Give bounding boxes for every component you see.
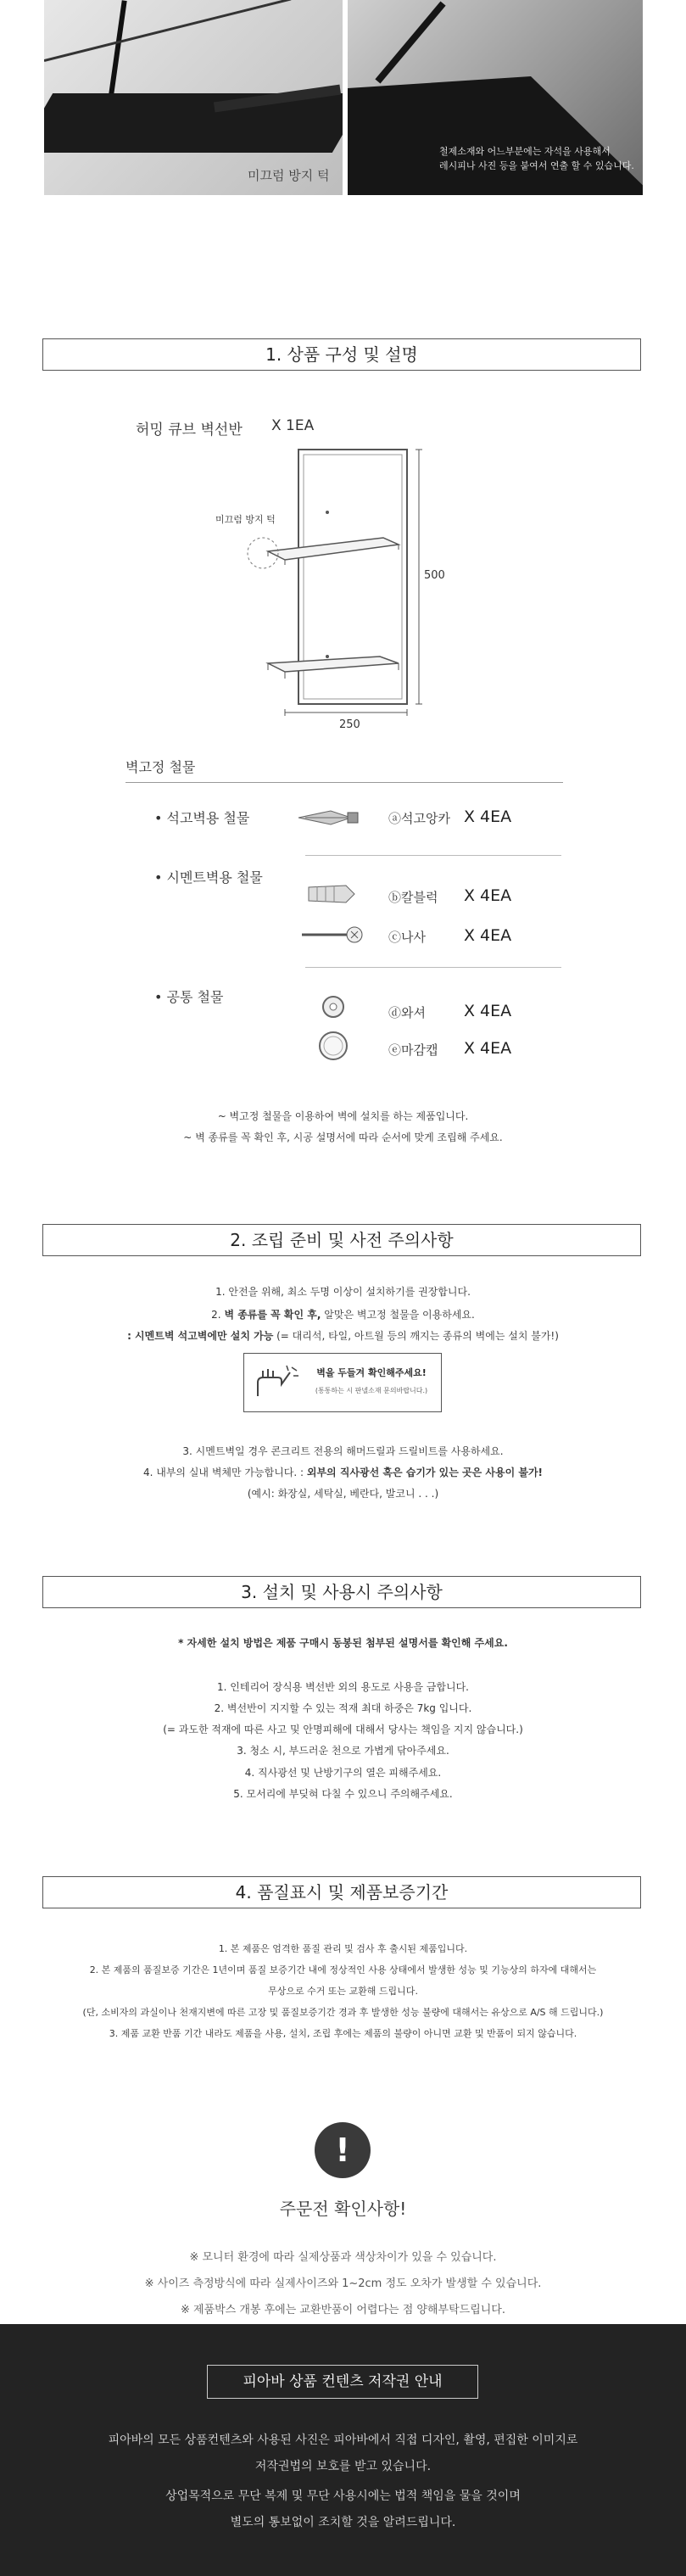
- caution-line: [0, 1465, 686, 1479]
- section-title-composition: 1. 상품 구성 및 설명: [42, 338, 641, 371]
- warranty-line: 무상으로 수거 또는 교환해 드립니다.: [268, 1986, 418, 1997]
- usage-line: 2. 벽선반이 지지할 수 있는 적재 최대 하중은 7kg 입니다.: [214, 1702, 472, 1714]
- section-title-usage: 3. 설치 및 사용시 주의사항: [42, 1576, 641, 1608]
- shelf-frame-rail: [44, 0, 291, 62]
- gypsum-anchor-icon: [297, 801, 365, 835]
- knock-hand-icon: [253, 1364, 300, 1401]
- washer-icon: [321, 994, 346, 1020]
- copyright-line: 상업목적으로 무단 복제 및 무단 사용시에는 법적 책임을 물을 것이며: [165, 2489, 521, 2503]
- notice-line: ※ 사이즈 측정방식에 따라 실제사이즈와 1~2cm 정도 오차가 발생할 수 있습니다.: [144, 2277, 542, 2290]
- caution-bold: : 시멘트벽 석고벽에만 설치 가능: [127, 1330, 274, 1342]
- fixture-part-name: ⓑ칼블럭: [388, 890, 438, 905]
- note-line: ~ 벽고정 철물을 이용하여 벽에 설치를 하는 제품입니다.: [217, 1110, 469, 1122]
- section-title-warranty: 4. 품질표시 및 제품보증기간: [42, 1876, 641, 1908]
- anti-slip-label: 미끄럼 방지 턱: [215, 514, 276, 525]
- fixture-group-label: • 석고벽용 철물: [154, 810, 250, 826]
- warranty-line: 3. 제품 교환 반품 기간 내라도 제품을 사용, 설치, 조립 후에는 제품의 불량이 아니면 교환 및 반품이 되지 않습니다.: [109, 2028, 577, 2039]
- notice-line: ※ 모니터 환경에 따라 실제상품과 색상차이가 있을 수 있습니다.: [189, 2251, 497, 2264]
- fixture-part-name: ⓔ마감캡: [388, 1042, 438, 1058]
- caution-bold: 외부의 직사광선 혹은 습기가 있는 곳은 사용이 불가!: [306, 1467, 544, 1478]
- fixture-part-qty: X 4EA: [464, 886, 512, 905]
- product-photo-right: [348, 0, 643, 195]
- fixture-part-name: ⓐ석고앙카: [388, 811, 450, 826]
- screw-icon: [298, 918, 366, 952]
- photo-caption-left: 미끄럼 방지 턱: [248, 168, 330, 183]
- fixture-part-name: ⓓ와셔: [388, 1005, 426, 1020]
- finishing-cap-icon: [317, 1030, 349, 1062]
- divider: [305, 855, 561, 856]
- knock-notice-box: [243, 1353, 442, 1412]
- fixture-part-name: ⓒ나사: [388, 930, 426, 945]
- fixture-group-label: • 공통 철물: [154, 989, 224, 1005]
- warranty-line: (단, 소비자의 과실이나 천재지변에 따른 고장 및 품질보증기간 경과 후 발생한 성능 불량에 대해서는 유상으로 A/S 해 드립니다.): [82, 2007, 604, 2018]
- fixture-part-qty: X 4EA: [464, 1002, 512, 1020]
- fixture-group-label: • 시멘트벽용 철물: [154, 869, 263, 886]
- knock-notice-title: 벽을 두들겨 확인해주세요!: [316, 1367, 427, 1378]
- product-qty: X 1EA: [271, 417, 315, 434]
- caution-text: 알맞은 벽고정 철물을 이용하세요.: [321, 1309, 475, 1321]
- knock-notice-sub: (통통하는 시 판넬소재 문의바랍니다.): [315, 1387, 428, 1394]
- caution-line: 3. 시멘트벽일 경우 콘크리트 전용의 해머드릴과 드릴비트를 사용하세요.: [182, 1445, 504, 1457]
- shelf-board: [44, 93, 343, 153]
- dimension-height: 500: [424, 569, 445, 582]
- warranty-line: 1. 본 제품은 엄격한 품질 관리 및 검사 후 출시된 제품입니다.: [218, 1943, 468, 1954]
- caution-text: (= 대리석, 타일, 아트월 등의 깨지는 종류의 벽에는 설치 불가!): [273, 1330, 559, 1342]
- warranty-line: 2. 본 제품의 품질보증 기간은 1년이며 품질 보증기간 내에 정상적인 사용 상태에서 발생한 성능 및 기능상의 하자에 대해서는: [89, 1964, 597, 1975]
- caution-line: 1. 안전을 위해, 최소 두명 이상이 설치하기를 권장합니다.: [215, 1286, 471, 1298]
- wall-plug-icon: [305, 879, 365, 909]
- caution-text: 4. 내부의 실내 벽체만 가능합니다. :: [142, 1467, 307, 1478]
- usage-line: 5. 모서리에 부딪혀 다칠 수 있으니 주의해주세요.: [233, 1788, 453, 1800]
- caution-line: [0, 1307, 686, 1322]
- divider: [305, 967, 561, 968]
- product-name: 허밍 큐브 벽선반: [136, 422, 243, 439]
- divider: [125, 782, 563, 783]
- caution-line: (예시: 화장실, 세탁실, 베란다, 발코니 . . .): [247, 1488, 439, 1500]
- caution-text: 2.: [211, 1309, 225, 1321]
- usage-line: 1. 인테리어 장식용 벽선반 외의 용도로 사용을 금합니다.: [217, 1681, 469, 1693]
- section-title-preparation: 2. 조립 준비 및 사전 주의사항: [42, 1224, 641, 1256]
- fixture-part-qty: X 4EA: [464, 807, 512, 826]
- photo-caption-right: [439, 144, 634, 173]
- copyright-line: 별도의 통보없이 조치할 것을 알려드립니다.: [230, 2516, 456, 2529]
- notice-line: ※ 제품박스 개봉 후에는 교환반품이 어렵다는 점 양해부탁드립니다.: [180, 2304, 506, 2316]
- copyright-line: 피아바의 모든 상품컨텐츠와 사용된 사진은 피아바에서 직접 디자인, 촬영, 편집한 이미지로: [108, 2434, 578, 2447]
- notice-title: 주문전 확인사항!: [279, 2199, 407, 2219]
- product-photo-left: [44, 0, 343, 195]
- usage-line: 4. 직사광선 및 난방기구의 열은 피해주세요.: [244, 1767, 442, 1779]
- photo-caption-right-line: 철제소재와 어느부분에는 자석을 사용해서: [439, 146, 611, 157]
- shelf-diagram: [237, 433, 475, 746]
- fixture-part-qty: X 4EA: [464, 1039, 512, 1058]
- usage-lead: * 자세한 설치 방법은 제품 구매시 동봉된 첨부된 설명서를 확인해 주세요.: [178, 1637, 508, 1649]
- caution-line: [0, 1328, 686, 1343]
- exclamation-icon: !: [315, 2122, 371, 2178]
- copyright-title: 피아바 상품 컨텐츠 저작권 안내: [207, 2365, 478, 2399]
- dimension-width: 250: [339, 718, 360, 731]
- photo-caption-right-line: 레시피나 사진 등을 붙여서 연출 할 수 있습니다.: [439, 160, 634, 171]
- copyright-line: 저작권법의 보호를 받고 있습니다.: [254, 2460, 432, 2473]
- usage-line: (= 과도한 적재에 따른 사고 및 안명피해에 대해서 당사는 책임을 지지 않습니다.): [163, 1724, 523, 1735]
- shelf-frame-pole: [375, 1, 445, 83]
- wall-fixture-title: 벽고정 철물: [125, 759, 196, 775]
- caution-bold: 벽 종류를 꼭 확인 후,: [224, 1309, 321, 1321]
- fixture-part-qty: X 4EA: [464, 926, 512, 945]
- usage-line: 3. 청소 시, 부드러운 천으로 가볍게 닦아주세요.: [237, 1745, 449, 1757]
- copyright-footer: [0, 2324, 686, 2576]
- note-line: ~ 벽 종류를 꼭 확인 후, 시공 설명서에 따라 순서에 맞게 조립해 주세요.: [183, 1132, 503, 1143]
- shelf-board: [348, 76, 643, 195]
